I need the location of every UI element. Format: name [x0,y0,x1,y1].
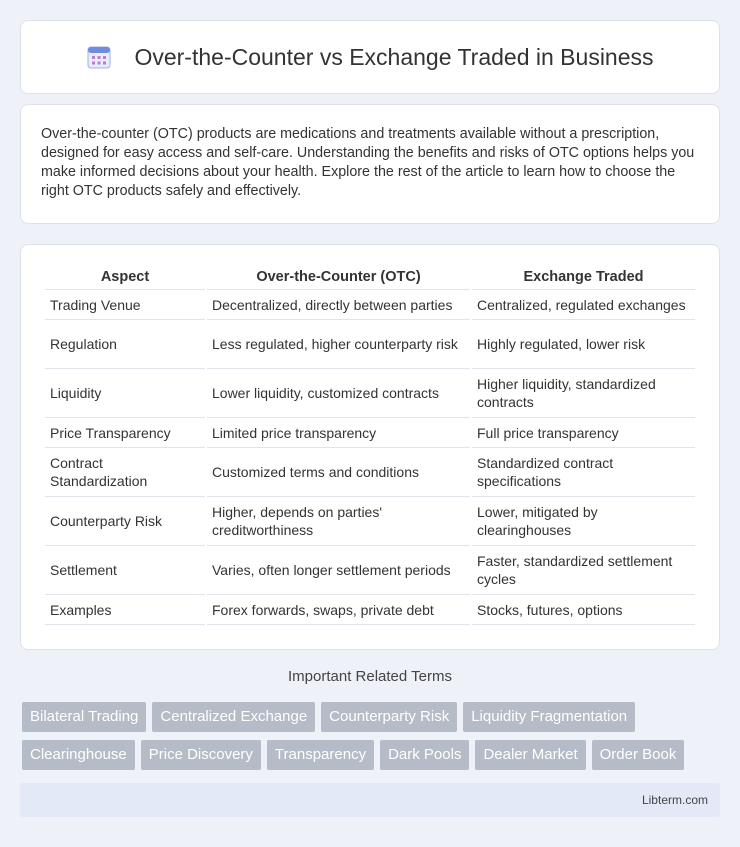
related-term-tag[interactable]: Dealer Market [475,740,585,770]
calendar-icon [86,44,112,70]
table-cell: Examples [45,595,205,625]
table-row [45,369,695,418]
table-cell: Higher, depends on parties' creditworthiness [207,497,470,546]
header-card [20,20,720,94]
table-cell: Stocks, futures, options [472,595,695,625]
comparison-table [43,263,697,625]
intro-text: Over-the-counter (OTC) products are medications and treatments available without a prescription, designed for easy access and self-care. Understanding the benefits and risks of OTC options helps you make informed decisions about your health. Explore the rest of the article to learn how to choose the right OTC products safely and effectively. [41,126,695,199]
table-row [45,320,695,369]
column-header: Aspect [45,263,205,290]
table-row [45,546,695,595]
table-row [45,290,695,320]
footer [20,783,720,817]
table-cell: Forex forwards, swaps, private debt [207,595,470,625]
table-cell: Less regulated, higher counterparty risk [207,320,470,369]
related-term-tag[interactable]: Order Book [592,740,685,770]
table-cell: Customized terms and conditions [207,448,470,497]
table-cell: Regulation [45,320,205,369]
related-term-tag[interactable]: Liquidity Fragmentation [463,702,635,732]
table-cell: Counterparty Risk [45,497,205,546]
page-title: Over-the-Counter vs Exchange Traded in Business [134,43,654,70]
table-cell: Highly regulated, lower risk [472,320,695,369]
related-terms-list [22,702,722,770]
table-cell: Settlement [45,546,205,595]
related-term-tag[interactable]: Counterparty Risk [321,702,457,732]
table-row [45,448,695,497]
table-cell: Centralized, regulated exchanges [472,290,695,320]
related-term-tag[interactable]: Dark Pools [380,740,469,770]
table-cell: Decentralized, directly between parties [207,290,470,320]
column-header: Over-the-Counter (OTC) [207,263,470,290]
table-cell: Standardized contract specifications [472,448,695,497]
table-cell: Higher liquidity, standardized contracts [472,369,695,418]
related-terms-title: Important Related Terms [288,668,452,685]
related-term-tag[interactable]: Price Discovery [141,740,261,770]
table-row [45,595,695,625]
table-cell: Varies, often longer settlement periods [207,546,470,595]
table-cell: Contract Standardization [45,448,205,497]
related-term-tag[interactable]: Centralized Exchange [152,702,315,732]
related-term-tag[interactable]: Clearinghouse [22,740,135,770]
related-term-tag[interactable]: Bilateral Trading [22,702,146,732]
table-cell: Faster, standardized settlement cycles [472,546,695,595]
table-cell: Price Transparency [45,418,205,448]
table-cell: Full price transparency [472,418,695,448]
table-cell: Liquidity [45,369,205,418]
table-row [45,418,695,448]
table-header-row [45,263,695,290]
table-cell: Lower liquidity, customized contracts [207,369,470,418]
comparison-card [20,244,720,650]
related-term-tag[interactable]: Transparency [267,740,374,770]
table-cell: Lower, mitigated by clearinghouses [472,497,695,546]
column-header: Exchange Traded [472,263,695,290]
table-cell: Limited price transparency [207,418,470,448]
table-row [45,497,695,546]
intro-card [20,104,720,224]
table-cell: Trading Venue [45,290,205,320]
footer-site-link[interactable]: Libterm.com [641,793,708,807]
